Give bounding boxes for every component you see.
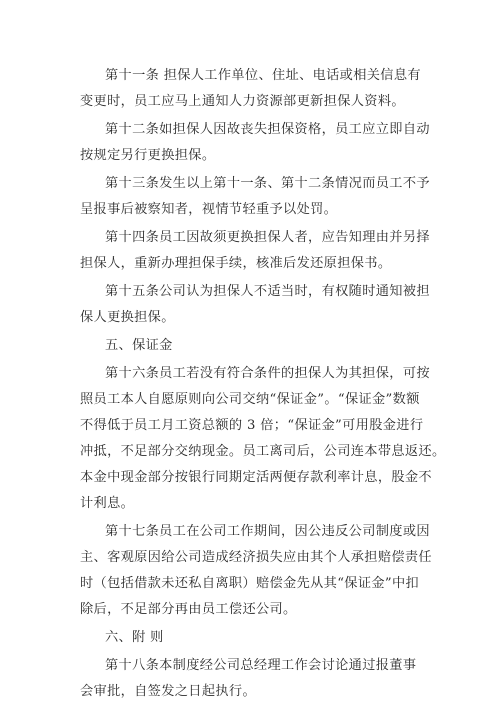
article-15-line-2: 保人更换担保。	[80, 310, 175, 325]
article-16-line-2: 照员工本人自愿原则向公司交纳“保证金”。“保证金”数额	[80, 392, 420, 407]
article-17-line-2: 主、客观原因给公司造成经济损失应由其个人承担赔偿责任	[80, 550, 432, 565]
article-16-line-6: 计利息。	[80, 496, 135, 511]
article-17-line-1: 第十七条员工在公司工作期间，因公违反公司制度或因	[105, 524, 430, 539]
article-13-line-2: 呈报事后被察知者，视情节轻重予以处罚。	[80, 202, 338, 217]
section-6-heading: 六、附 则	[105, 630, 164, 645]
article-16-line-5: 本金中现金部分按银行同期定活两便存款利率计息，股金不	[80, 470, 432, 485]
article-17-line-4: 除后，不足部分再由员工偿还公司。	[80, 602, 297, 617]
article-13-line-1: 第十三条发生以上第十一条、第十二条情况而员工不予	[105, 176, 430, 191]
article-14-line-1: 第十四条员工因故须更换担保人者，应告知理由并另择	[105, 230, 430, 245]
article-15-line-1: 第十五条公司认为担保人不适当时，有权随时通知被担	[105, 284, 430, 299]
article-16-line-1: 第十六条员工若没有符合条件的担保人为其担保，可按	[105, 366, 430, 381]
article-11-line-2: 变更时，员工应马上通知人力资源部更新担保人资料。	[80, 94, 405, 109]
article-18-line-2: 会审批，自签发之日起执行。	[80, 684, 256, 699]
article-18-line-1: 第十八条本制度经公司总经理工作会讨论通过报董事	[105, 658, 417, 673]
article-16-line-4: 冲抵，不足部分交纳现金。员工离司后，公司连本带息返还。	[80, 444, 446, 459]
article-12-line-2: 按规定另行更换担保。	[80, 148, 216, 163]
article-12-line-1: 第十二条如担保人因故丧失担保资格，员工应立即自动	[105, 122, 430, 137]
article-11-line-1: 第十一条 担保人工作单位、住址、电话或相关信息有	[105, 68, 421, 83]
article-16-line-3: 不得低于员工月工资总额的 3 倍；“保证金”可用股金进行	[80, 418, 424, 433]
section-5-heading: 五、保证金	[105, 338, 173, 353]
article-17-line-3: 时（包括借款未还私自离职）赔偿金先从其“保证金”中扣	[80, 576, 420, 591]
article-14-line-2: 担保人，重新办理担保手续，核准后发还原担保书。	[80, 256, 392, 271]
